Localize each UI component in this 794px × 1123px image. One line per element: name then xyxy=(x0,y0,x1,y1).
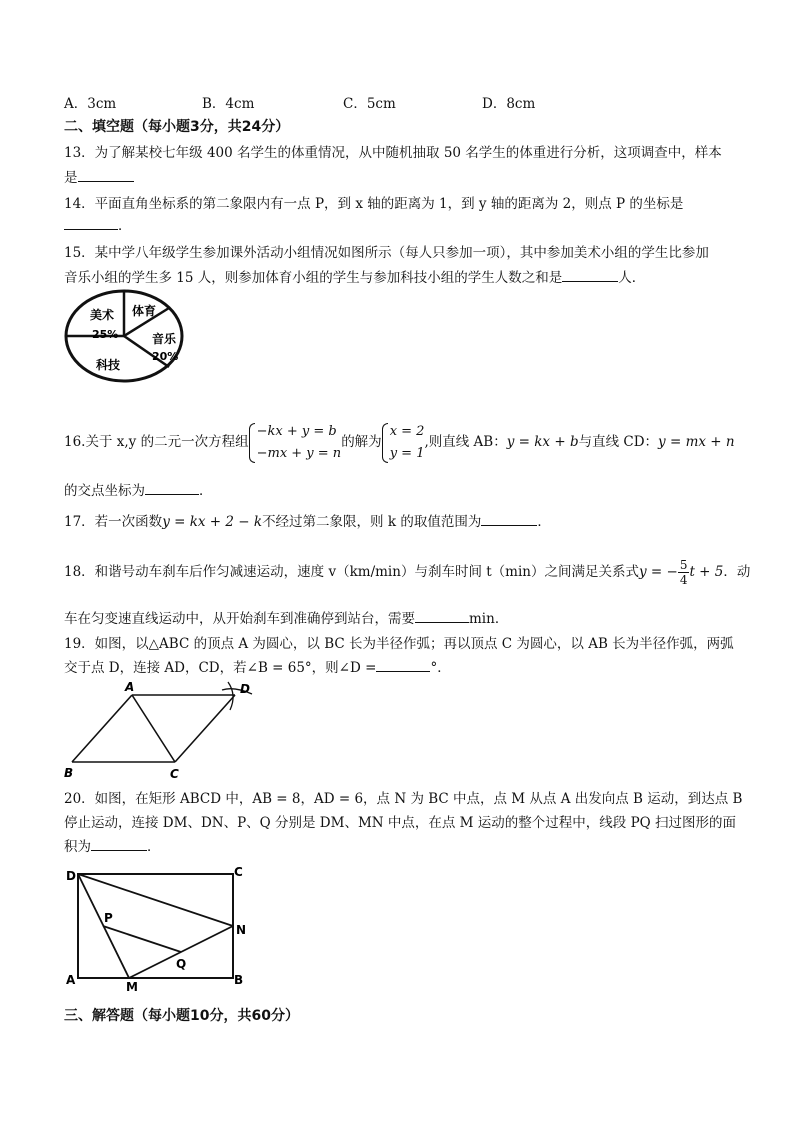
rectangle-figure xyxy=(62,862,262,992)
fraction-5-4 xyxy=(678,558,690,587)
question-14-line1: 14．平面直角坐标系的第二象限内有一点 P，到 x 轴的距离为 1，到 y 轴的距离为 2，则点 P 的坐标是 xyxy=(64,196,684,212)
question-18-line1 xyxy=(64,553,750,591)
answer-blank-15[interactable] xyxy=(562,268,618,282)
answer-blank-13[interactable] xyxy=(78,168,134,182)
option-d: D．8cm xyxy=(482,96,536,112)
label-m: M xyxy=(126,980,138,992)
pie-label-pe: 体育 xyxy=(132,304,157,318)
question-20-tail: 积为 xyxy=(64,839,91,855)
answer-blank-20[interactable] xyxy=(91,837,147,851)
question-18-text-a: 18．和谐号动车刹车后作匀减速运动，速度 v（km/min）与刹车时间 t（min）之间满足关系式 xyxy=(64,564,639,580)
answer-blank-19[interactable] xyxy=(376,658,430,672)
pie-label-art-pct: 25% xyxy=(92,328,119,341)
question-16-line1 xyxy=(64,420,735,465)
label-a: A xyxy=(66,973,76,987)
label-p: P xyxy=(104,911,113,925)
pie-label-music: 音乐 xyxy=(152,332,177,346)
option-c: C．5cm xyxy=(343,96,396,112)
label-q: Q xyxy=(176,957,187,971)
answer-blank-17[interactable] xyxy=(481,512,537,526)
question-15-text: 音乐小组的学生多 15 人，则参加体育小组的学生与参加科技小组的学生人数之和是 xyxy=(64,270,563,286)
pie-label-music-pct: 20% xyxy=(152,350,179,363)
solution-system xyxy=(382,421,425,465)
option-a: A．3cm xyxy=(64,96,117,112)
pie-label-art: 美术 xyxy=(90,308,115,322)
question-19-text: 交于点 D，连接 AD，CD，若∠B = 65°，则∠D = xyxy=(64,660,377,676)
rectangle-abcd xyxy=(78,874,233,978)
label-c: C xyxy=(170,767,179,781)
segment-dn xyxy=(78,874,233,926)
equation-2: −mx + y = n xyxy=(256,445,342,461)
solution-y: y = 1 xyxy=(389,445,425,461)
question-17-text-b: 不经过第二象限，则 k 的取值范围为 xyxy=(262,514,482,530)
question-19-line1: 19．如图，以△ABC 的顶点 A 为圆心，以 BC 长为半径作弧；再以顶点 C 为圆心，以 AB 长为半径作弧，两弧 xyxy=(64,636,734,652)
equation-1: −kx + y = b xyxy=(256,423,337,439)
question-18-text-b: ．动 xyxy=(723,564,751,580)
answer-blank-18[interactable] xyxy=(415,609,469,623)
question-18-eq-prefix: y = − xyxy=(638,564,678,580)
question-17 xyxy=(64,510,551,530)
section-2-title: 二、填空题（每小题3分，共24分） xyxy=(64,119,290,135)
question-17-end: ． xyxy=(537,514,551,530)
label-d: D xyxy=(66,869,76,883)
question-18-line2-text: 车在匀变速直线运动中，从开始刹车到准确停到站台，需要 xyxy=(64,611,415,627)
question-16-ab-text: ,则直线 AB： xyxy=(424,434,507,450)
question-13-tail: 是 xyxy=(64,170,78,186)
question-16-prefix: 16.关于 x,y 的二元一次方程组 xyxy=(64,434,249,450)
question-16-mid: 的解为 xyxy=(341,434,382,450)
line-ab-equation: y = kx + b xyxy=(506,434,579,450)
question-17-text-a: 17．若一次函数 xyxy=(64,514,163,530)
question-15-line2 xyxy=(64,266,645,286)
section-3-title: 三、解答题（每小题10分，共60分） xyxy=(64,1008,299,1024)
question-16-cd-text: 与直线 CD： xyxy=(578,434,659,450)
question-20-line3 xyxy=(64,835,161,855)
answer-blank-16[interactable] xyxy=(145,481,199,495)
solution-x: x = 2 xyxy=(389,423,425,439)
fraction-denominator: 4 xyxy=(679,573,688,587)
label-b: B xyxy=(234,973,244,987)
segment-ac xyxy=(132,695,175,762)
equation-system xyxy=(249,421,342,465)
question-16-line2 xyxy=(64,479,213,499)
question-13-line2 xyxy=(64,166,134,186)
question-20-line1: 20．如图，在矩形 ABCD 中，AB = 8，AD = 6，点 N 为 BC 中点，点 M 从点 A 出发向点 B 运动，到达点 B xyxy=(64,791,743,807)
parallelogram-figure xyxy=(62,678,262,782)
question-19-unit: °． xyxy=(430,660,451,676)
line-cd-equation: y = mx + n xyxy=(658,434,735,450)
pie-label-tech: 科技 xyxy=(96,358,121,372)
question-16-tail: 的交点坐标为 xyxy=(64,483,145,499)
question-16-end: ． xyxy=(199,483,213,499)
activity-pie-chart xyxy=(62,286,186,384)
question-17-equation: y = kx + 2 − k xyxy=(162,514,263,530)
label-b: B xyxy=(64,766,74,780)
question-20-line2: 停止运动，连接 DM、DN、P、Q 分别是 DM、MN 中点，在点 M 运动的整个过程中，线段 PQ 扫过图形的面 xyxy=(64,815,737,831)
option-b: B．4cm xyxy=(202,96,255,112)
question-15-line1: 15．某中学八年级学生参加课外活动小组情况如图所示（每人只参加一项），其中参加美术小组的学生比参加 xyxy=(64,245,709,261)
question-18-eq-suffix: t + 5 xyxy=(689,564,724,580)
question-19-line2 xyxy=(64,656,451,676)
question-18-line2 xyxy=(64,607,508,627)
question-14-line2: ． xyxy=(64,214,132,234)
question-15-unit: 人． xyxy=(618,270,646,286)
segment-cd xyxy=(175,695,235,762)
label-a: A xyxy=(125,680,135,694)
arc-from-a xyxy=(228,682,233,710)
answer-blank-14[interactable] xyxy=(64,216,118,230)
question-18-unit: min． xyxy=(469,611,509,627)
label-n: N xyxy=(236,923,247,937)
segment-ab xyxy=(72,695,132,762)
label-d: D xyxy=(240,682,250,696)
label-c: C xyxy=(234,865,243,879)
question-13-line1: 13．为了解某校七年级 400 名学生的体重情况，从中随机抽取 50 名学生的体重进行分析，这项调查中，样本 xyxy=(64,145,722,161)
question-20-end: ． xyxy=(147,839,161,855)
fraction-numerator: 5 xyxy=(679,558,688,572)
